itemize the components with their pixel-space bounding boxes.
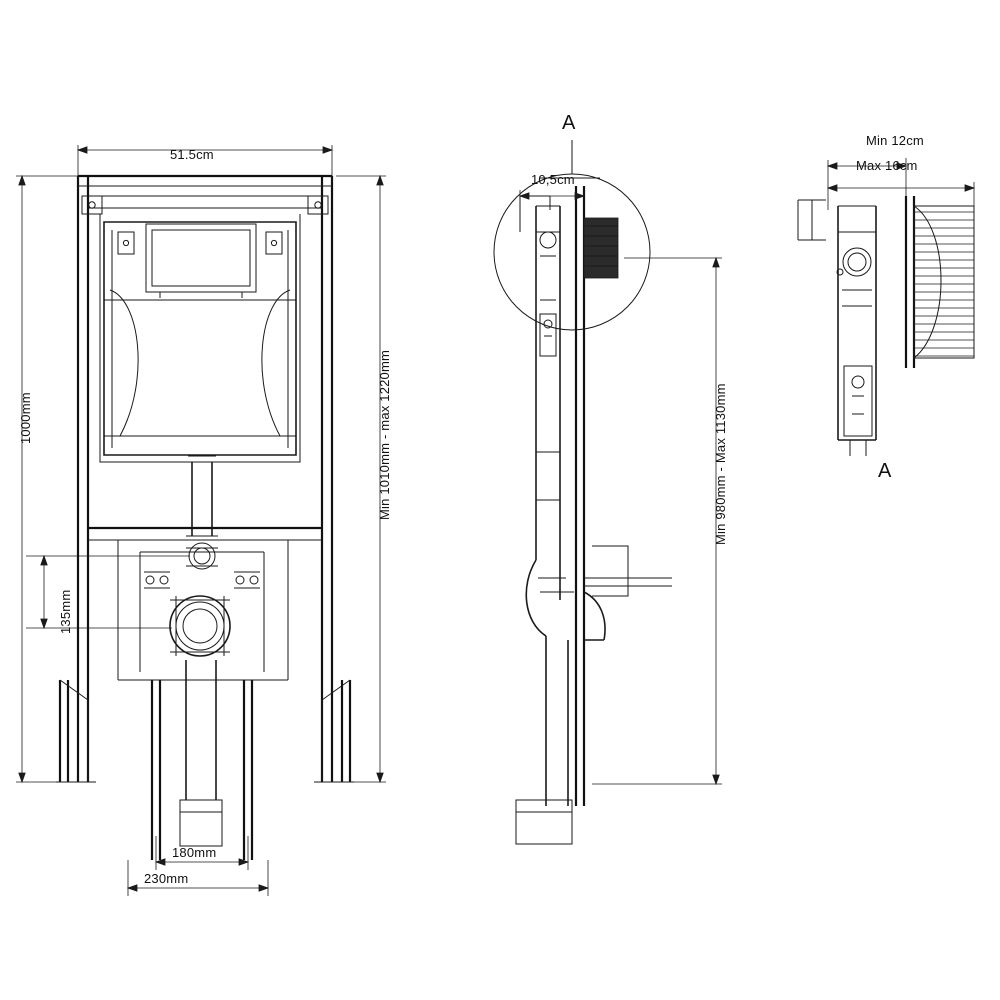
side-dimension-lines <box>520 190 722 784</box>
dimension-side-height-range: Min 980mm - Max 1130mm <box>713 383 728 545</box>
front-elevation-view <box>56 176 354 860</box>
front-dimension-lines <box>16 145 386 896</box>
detail-marker-top: A <box>562 112 576 134</box>
dimension-front-outlet-offset: 135mm <box>58 589 73 634</box>
dimension-front-foot-inner: 180mm <box>172 845 217 860</box>
dimension-detail-min: Min 12cm <box>866 133 924 148</box>
dimension-front-foot-outer: 230mm <box>144 871 189 886</box>
side-elevation-view <box>494 140 672 844</box>
dimension-side-depth: 10,5cm <box>531 172 575 187</box>
dimension-detail-max: Max 16cm <box>856 158 918 173</box>
dimension-front-height-range: Min 1010mm - max 1220mm <box>377 349 392 520</box>
detail-marker-bottom: A <box>878 460 892 482</box>
dimension-front-width: 51.5cm <box>170 147 214 162</box>
detail-view-a <box>798 196 974 456</box>
dimension-front-height-overall: 1000mm <box>18 392 33 444</box>
